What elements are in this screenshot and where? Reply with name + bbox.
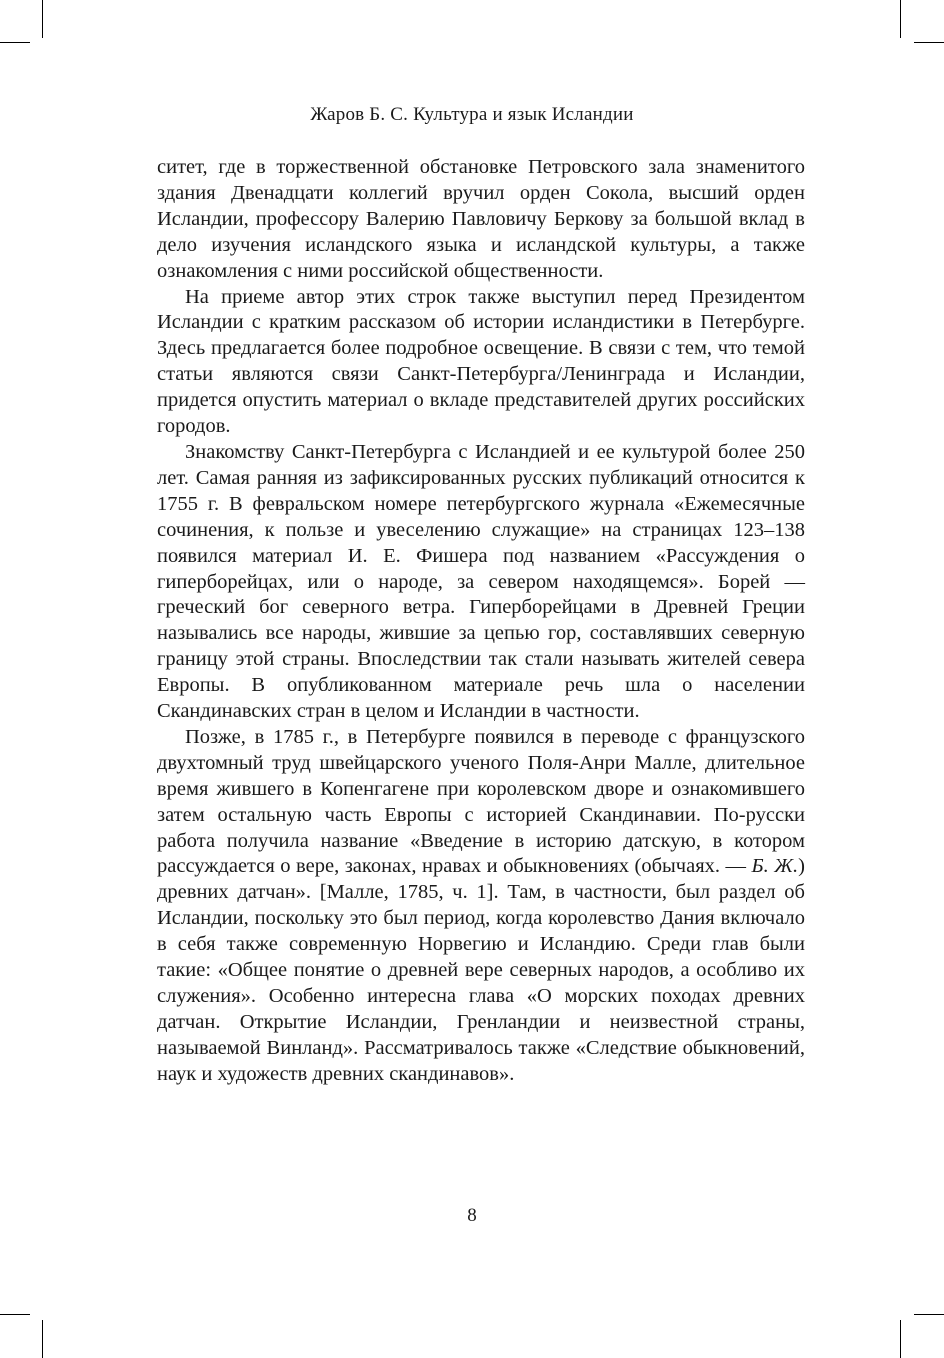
paragraph [157, 725, 805, 1088]
paragraph-text: ) древних датчан». [Малле, 1785, ч. 1]. Там, в частности, был раздел об Исландии, поскольку это был период, когда королевство Дания включало в себя также современную Норвегию и Исландию. Среди глав были такие: «Общее понятие о древней вере северных народов, а особливо их служения». Особенно интересна глава «О морских походах древних датчан. Открытие Исландии, Гренландии и неизвестной страны, называемой Винланд». Рассматривалось также «Следствие обыкновений, наук и художеств древних скандинавов». [157, 855, 805, 1085]
body-text [157, 155, 805, 1088]
paragraph-text: Позже, в 1785 г., в Петербурге появился в переводе с французского двухтомный труд швейцарского ученого Поля-Анри Малле, длительное время жившего в Копенгагене при королевском дворе и ознакомившего затем остальную часть Европы с историей Скандинавии. По-русски работа получила название «Введение в историю датскую, в котором рассуждается о вере, законах, нравах и обыкновениях (обычаях. — [157, 725, 805, 878]
paragraph: ситет, где в торжественной обстановке Петровского зала знаменитого здания Двенадцати коллегий вручил орден Сокола, высший орден Исландии, профессору Валерию Павловичу Беркову за большой вклад в дело изучения исландского языка и исландской культуры, а также ознакомления с ними российской общественности. [157, 156, 805, 282]
crop-mark-bottom-right-horizontal [914, 1314, 944, 1315]
paragraph: На приеме автор этих строк также выступил перед Президентом Исландии с кратким рассказом об истории исландистики в Петербурге. Здесь предлагается более подробное освещение. В связи с тем, что темой статьи являются связи Санкт-Петербурга/Ленинграда и Исландии, придется опустить материал о вкладе представителей других российских городов. [157, 285, 805, 438]
crop-mark-top-right-vertical [900, 0, 901, 38]
crop-mark-top-right-horizontal [914, 42, 944, 43]
crop-mark-top-left-horizontal [0, 42, 30, 43]
crop-mark-top-left-vertical [42, 0, 43, 38]
crop-mark-bottom-left-horizontal [0, 1314, 30, 1315]
crop-mark-bottom-left-vertical [42, 1320, 43, 1358]
initials-italic: Б. Ж. [751, 855, 799, 878]
crop-mark-bottom-right-vertical [900, 1320, 901, 1358]
paragraph: Знакомству Санкт-Петербурга с Исландией и ее культурой более 250 лет. Самая ранняя из зафиксированных русских публикаций относится к 1755 г. В февральском номере петербургского журнала «Ежемесячные сочинения, к пользе и увеселению служащие» на страницах 123–138 появился материал И. Е. Фишера под названием «Рассуждения о гиперборейцах, или о народе, за севером находящемся». Борей — греческий бог северного ветра. Гиперборейцами в Древней Греции назывались все народы, жившие за цепью гор, составлявших северную границу этой страны. Впоследствии так стали называть жителей севера Европы. В опубликованном материале речь шла о населении Скандинавских стран в целом и Исландии в частности. [157, 440, 805, 723]
page-number: 8 [467, 1205, 477, 1226]
running-head: Жаров Б. С. Культура и язык Исландии [310, 104, 634, 125]
